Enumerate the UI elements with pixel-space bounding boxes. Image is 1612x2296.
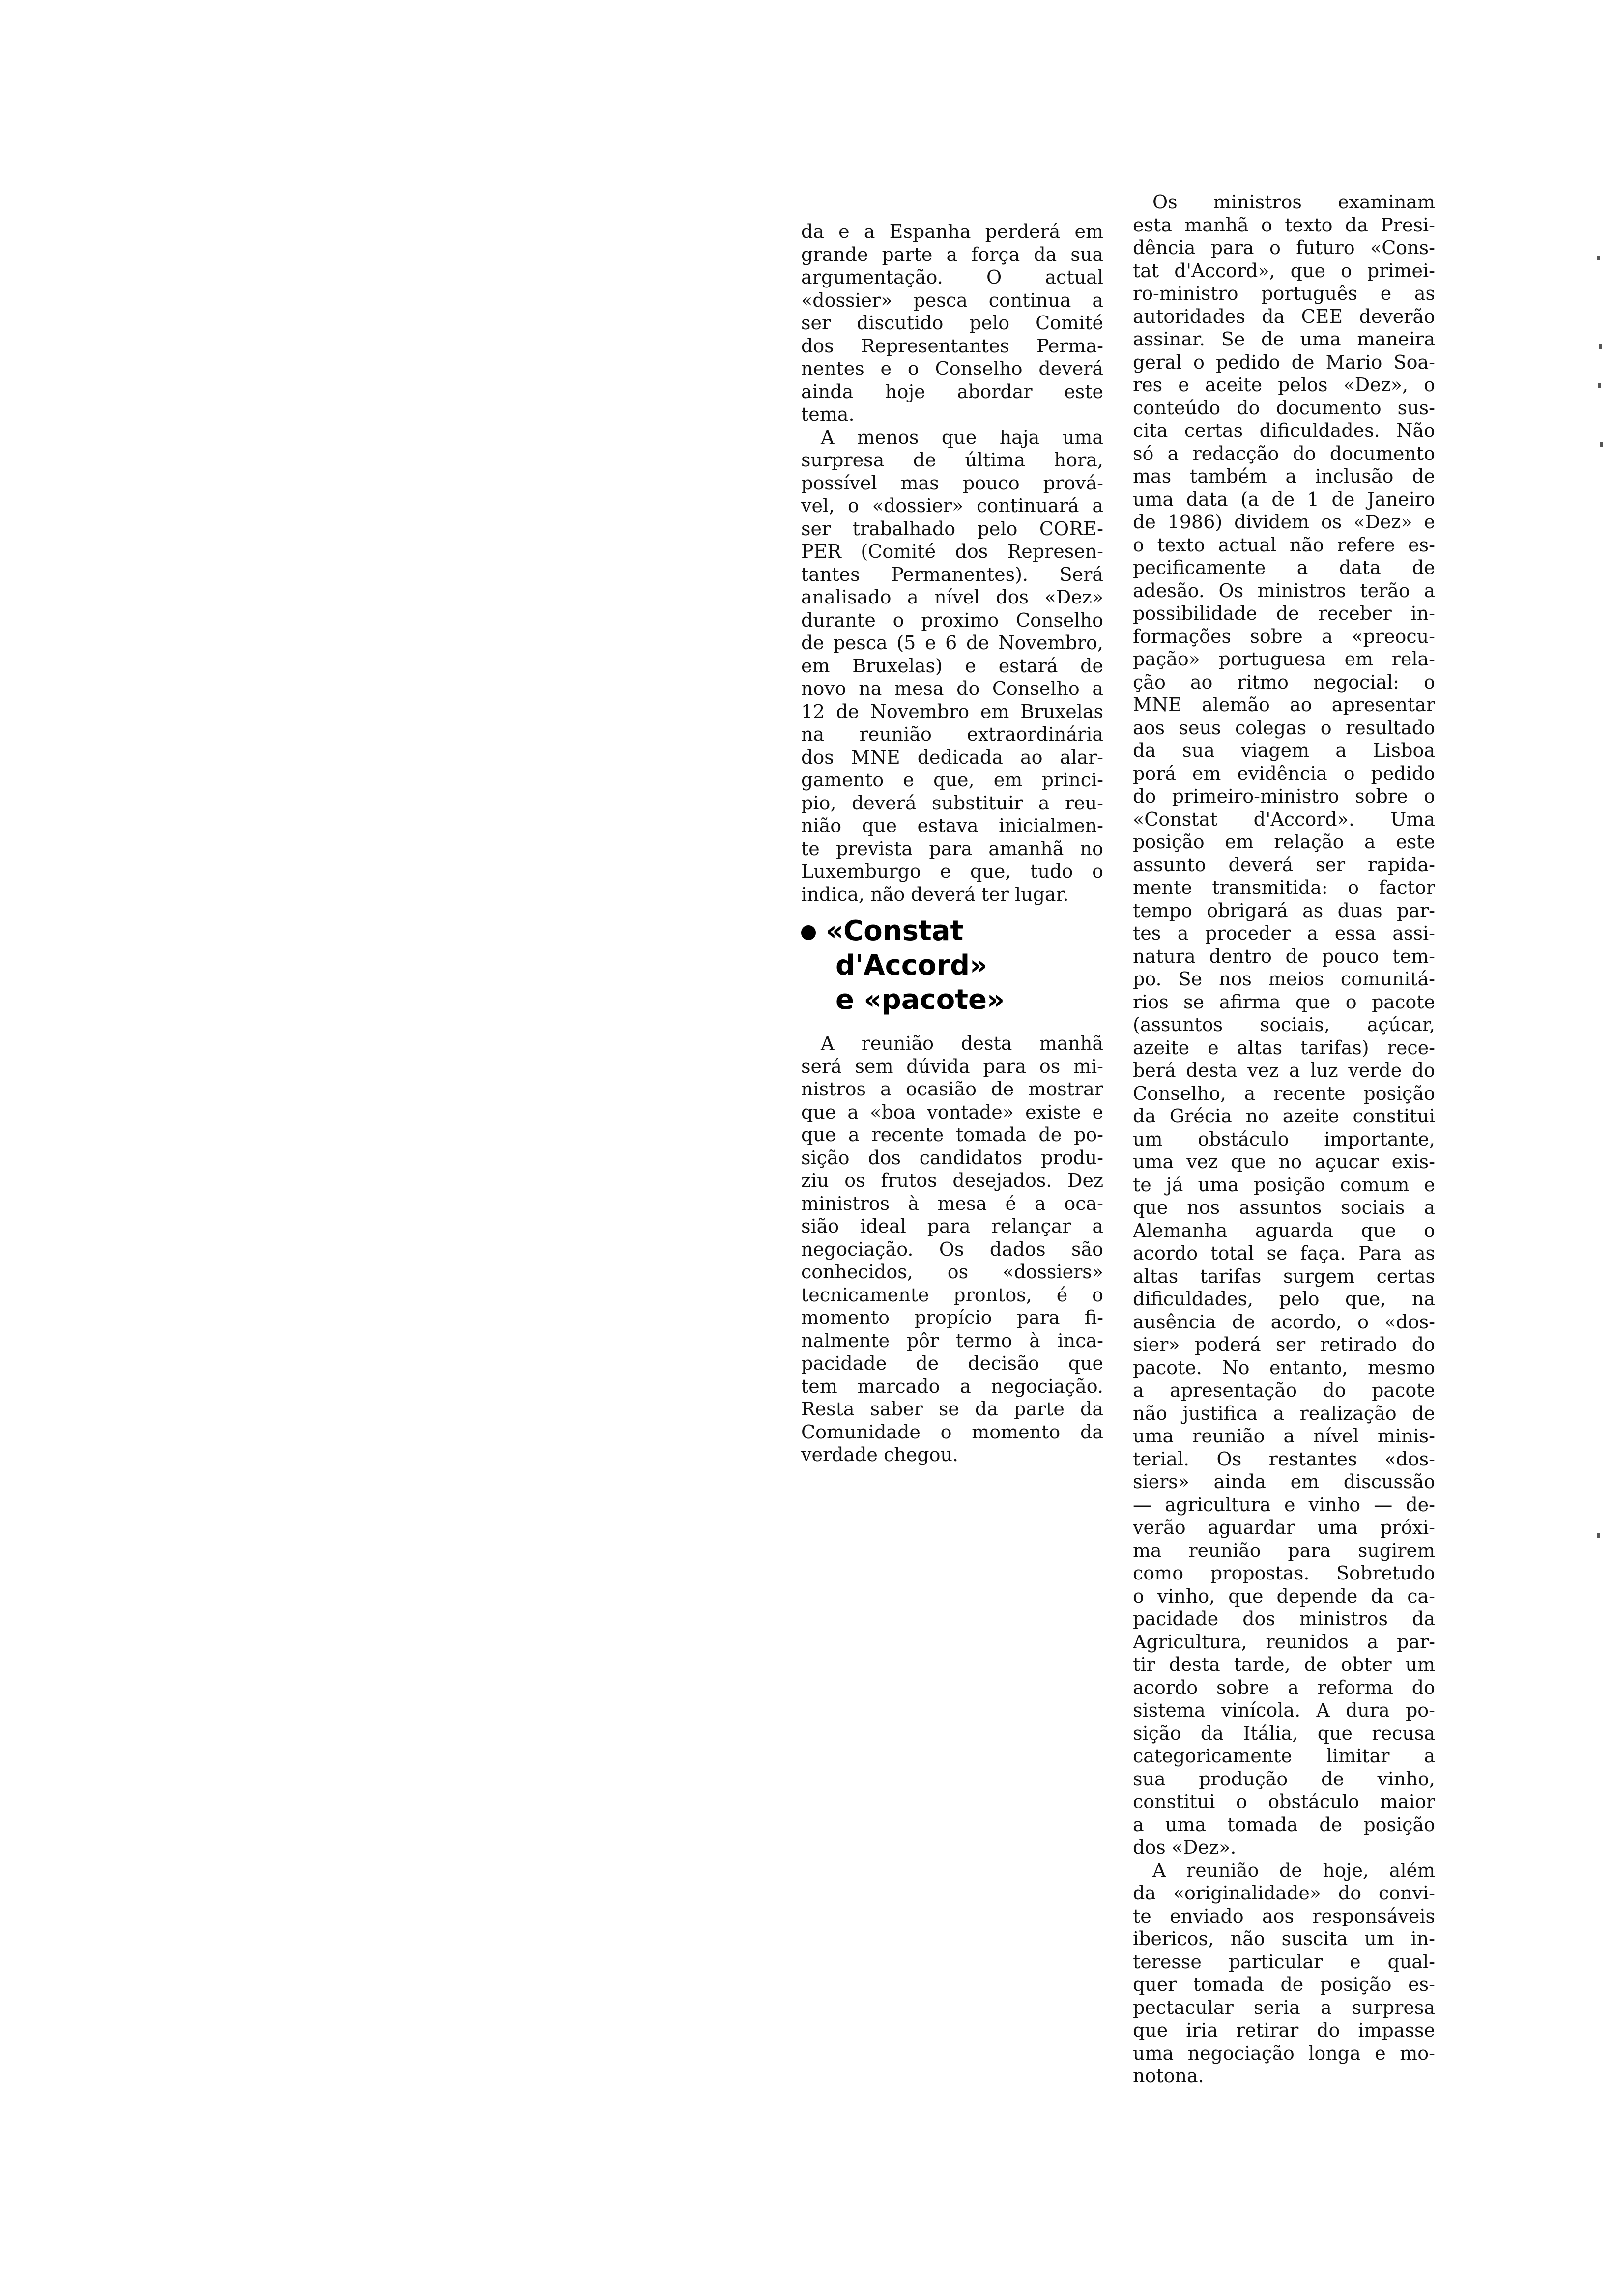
subheading-line: e «pacote» [835, 984, 1005, 1016]
text-line: ção ao ritmo negocial: o [1133, 671, 1435, 693]
text-line: uma data (a de 1 de Janeiro [1133, 488, 1435, 510]
text-line: de 1986) dividem os «Dez» e [1133, 511, 1435, 533]
text-line: da «originalidade» do convi- [1133, 1882, 1435, 1904]
text-line: ma reunião para sugirem [1133, 1539, 1435, 1561]
text-line: o texto actual não refere es- [1133, 534, 1435, 556]
text-line: da Grécia no azeite constitui [1133, 1105, 1435, 1127]
left-column-bottom-text [801, 1032, 1103, 1466]
text-line: constitui o obstáculo maior [1133, 1791, 1435, 1812]
text-line: momento propício para fi- [801, 1307, 1103, 1328]
text-line: será sem dúvida para os mi- [801, 1055, 1103, 1077]
text-line: teresse particular e qual- [1133, 1951, 1435, 1973]
text-line: rios se afirma que o pacote [1133, 991, 1435, 1013]
text-line: a apresentação do pacote [1133, 1379, 1435, 1401]
text-line: acordo total se faça. Para as [1133, 1242, 1435, 1264]
text-line: Resta saber se da parte da [801, 1398, 1103, 1420]
text-line: mas também a inclusão de [1133, 465, 1435, 487]
text-line: — agricultura e vinho — de- [1133, 1493, 1435, 1516]
text-line: cita certas dificuldades. Não [1133, 420, 1435, 441]
text-line: A menos que haja uma [821, 426, 1103, 448]
text-line: «dossier» pesca continua a [801, 289, 1103, 311]
text-line: geral o pedido de Mario Soa- [1133, 351, 1435, 373]
text-line: natura dentro de pouco tem- [1133, 945, 1435, 967]
text-line: novo na mesa do Conselho a [801, 678, 1103, 699]
text-line: autoridades da CEE deverão [1133, 305, 1435, 327]
text-line: nentes e o Conselho deverá [801, 358, 1103, 379]
text-line: que nos assuntos sociais a [1133, 1197, 1435, 1218]
text-line: tecnicamente prontos, é o [801, 1284, 1103, 1306]
text-line: sier» poderá ser retirado do [1133, 1334, 1435, 1355]
text-line: uma negociação longa e mo- [1133, 2042, 1435, 2064]
text-line: analisado a nível dos «Dez» [801, 586, 1103, 608]
scan-speck [1597, 256, 1600, 260]
text-line: pacidade de decisão que [801, 1352, 1103, 1374]
text-line: notona. [1133, 2065, 1204, 2087]
text-line: berá desta vez a luz verde do [1133, 1060, 1435, 1081]
text-line: (assuntos sociais, açúcar, [1133, 1014, 1435, 1035]
text-line: Agricultura, reunidos a par- [1133, 1631, 1435, 1653]
text-line: nistros a ocasião de mostrar [801, 1078, 1103, 1100]
text-line: da e a Espanha perderá em [801, 221, 1103, 242]
text-line: te prevista para amanhã no [801, 837, 1103, 860]
text-line: de pesca (5 e 6 de Novembro, [801, 632, 1103, 654]
text-line: esta manhã o texto da Presi- [1133, 214, 1435, 236]
text-line: tema. [801, 403, 855, 425]
text-line: que iria retirar do impasse [1133, 2019, 1435, 2041]
text-line: sição dos candidatos produ- [801, 1147, 1103, 1169]
text-line: indica, não deverá ter lugar. [801, 883, 1069, 905]
text-line: ibericos, não suscita um in- [1133, 1928, 1435, 1950]
text-line: pação» portuguesa em rela- [1133, 648, 1435, 670]
text-line: ausência de acordo, o «dos- [1133, 1311, 1435, 1333]
text-line: possível mas pouco prová- [801, 472, 1103, 494]
text-line: ainda hoje abordar este [801, 380, 1103, 402]
text-line: surpresa de última hora, [801, 449, 1103, 471]
text-line: aos seus colegas o resultado [1133, 717, 1435, 739]
text-line: uma vez que no açucar exis- [1133, 1151, 1435, 1173]
text-line: uma reunião a nível minis- [1133, 1425, 1435, 1447]
text-line: verdade chegou. [801, 1444, 958, 1465]
text-line: quer tomada de posição es- [1133, 1974, 1435, 1995]
text-line: sição da Itália, que recusa [1133, 1722, 1435, 1744]
text-line: pectacular seria a surpresa [1133, 1996, 1435, 2018]
text-line: assinar. Se de uma maneira [1133, 328, 1435, 350]
text-line: dificuldades, pelo que, na [1133, 1288, 1435, 1310]
text-line: Comunidade o momento da [801, 1421, 1103, 1443]
text-line: tir desta tarde, de obter um [1133, 1654, 1435, 1675]
text-line: pacote. No entanto, mesmo [1133, 1356, 1435, 1378]
text-line: não justifica a realização de [1133, 1402, 1435, 1424]
text-line: ser discutido pelo Comité [801, 312, 1103, 334]
text-line: na reunião extraordinária [801, 723, 1103, 745]
text-line: Luxemburgo e que, tudo o [801, 861, 1103, 882]
text-line: A reunião de hoje, além [1152, 1859, 1435, 1881]
text-line: dos «Dez». [1133, 1837, 1237, 1858]
text-line: verão aguardar uma próxi- [1133, 1517, 1435, 1538]
text-line: tes a proceder a essa assi- [1133, 922, 1435, 944]
text-line: dos MNE dedicada ao alar- [801, 746, 1103, 768]
text-line: em Bruxelas) e estará de [801, 655, 1103, 677]
text-line: ziu os frutos desejados. Dez [801, 1170, 1103, 1191]
text-line: ser trabalhado pelo CORE- [801, 517, 1103, 540]
text-line: acordo sobre a reforma do [1133, 1676, 1435, 1698]
text-line: te já uma posição comum e [1133, 1174, 1435, 1196]
text-line: só a redacção do documento [1133, 442, 1435, 464]
text-line: tempo obrigará as duas par- [1133, 899, 1435, 921]
scan-speck [1598, 383, 1601, 388]
text-line: Conselho, a recente posição [1133, 1082, 1435, 1104]
text-line: te enviado aos responsáveis [1133, 1905, 1435, 1927]
text-line: a uma tomada de posição [1133, 1813, 1435, 1836]
text-line: dência para o futuro «Cons- [1133, 237, 1435, 258]
text-line: tem marcado a negociação. [801, 1375, 1103, 1397]
text-line: tantes Permanentes). Será [801, 563, 1103, 585]
text-line: mente transmitida: o factor [1133, 877, 1435, 898]
text-line: nalmente pôr termo à inca- [801, 1329, 1103, 1351]
bullet-icon [801, 925, 816, 940]
text-line: possibilidade de receber in- [1133, 603, 1435, 624]
text-line: 12 de Novembro em Bruxelas [801, 700, 1103, 722]
text-line: da sua viagem a Lisboa [1133, 740, 1435, 761]
text-line: do primeiro-ministro sobre o [1133, 785, 1435, 807]
text-line: negociação. Os dados são [801, 1238, 1103, 1260]
text-line: como propostas. Sobretudo [1133, 1562, 1435, 1584]
text-line: que a recente tomada de po- [801, 1124, 1103, 1146]
text-line: formações sobre a «preocu- [1133, 625, 1435, 647]
text-line: po. Se nos meios comunitá- [1133, 968, 1435, 990]
text-line: PER (Comité dos Represen- [801, 541, 1103, 562]
text-line: altas tarifas surgem certas [1133, 1265, 1435, 1287]
subheading-line: «Constat [826, 915, 964, 947]
text-line: nião que estava inicialmen- [801, 815, 1103, 836]
text-line: pecificamente a data de [1133, 557, 1435, 578]
text-line: que a «boa vontade» existe e [801, 1101, 1103, 1123]
scan-speck [1599, 344, 1602, 349]
text-line: porá em evidência o pedido [1133, 762, 1435, 784]
text-line: ro-ministro português e as [1133, 283, 1435, 304]
text-line: sião ideal para relançar a [801, 1215, 1103, 1237]
text-line: um obstáculo importante, [1133, 1128, 1435, 1150]
text-line: grande parte a força da sua [801, 243, 1103, 265]
text-line: conteúdo do documento sus- [1133, 397, 1435, 419]
text-line: tat d'Accord», que o primei- [1133, 259, 1435, 282]
text-line: terial. Os restantes «dos- [1133, 1448, 1435, 1470]
text-line: adesão. Os ministros terão a [1133, 579, 1435, 602]
scan-speck [1600, 442, 1603, 447]
text-line: sistema vinícola. A dura po- [1133, 1699, 1435, 1721]
text-line: MNE alemão ao apresentar [1133, 694, 1435, 716]
text-line: conhecidos, os «dossiers» [801, 1261, 1103, 1283]
text-line: sua produção de vinho, [1133, 1768, 1435, 1790]
text-line: «Constat d'Accord». Uma [1133, 808, 1435, 830]
subheading-line: d'Accord» [835, 949, 988, 981]
text-line: o vinho, que depende da ca- [1133, 1585, 1435, 1607]
text-line: durante o proximo Conselho [801, 609, 1103, 631]
text-line: pio, deverá substituir a reu- [801, 792, 1103, 814]
scan-speck [1597, 1533, 1600, 1538]
text-line: Os ministros examinam [1152, 191, 1435, 213]
text-line: dos Representantes Perma- [801, 335, 1103, 357]
text-line: res e aceite pelos «Dez», o [1133, 374, 1435, 396]
text-line: argumentação. O actual [801, 266, 1103, 288]
text-line: pacidade dos ministros da [1133, 1608, 1435, 1630]
text-line: assunto deverá ser rapida- [1133, 854, 1435, 876]
text-line: posição em relação a este [1133, 831, 1435, 853]
text-line: siers» ainda em discussão [1133, 1471, 1435, 1492]
text-line: vel, o «dossier» continuará a [801, 495, 1103, 517]
subheading [801, 914, 1103, 1017]
text-line: ministros à mesa é a oca- [801, 1192, 1103, 1214]
right-column-text [1133, 191, 1435, 2088]
text-line: Alemanha aguarda que o [1133, 1219, 1435, 1241]
left-column-top-text [801, 220, 1103, 906]
text-line: A reunião desta manhã [821, 1033, 1103, 1054]
text-line: categoricamente limitar a [1133, 1745, 1435, 1767]
text-line: gamento e que, em princi- [801, 769, 1103, 791]
text-line: azeite e altas tarifas) rece- [1133, 1036, 1435, 1059]
